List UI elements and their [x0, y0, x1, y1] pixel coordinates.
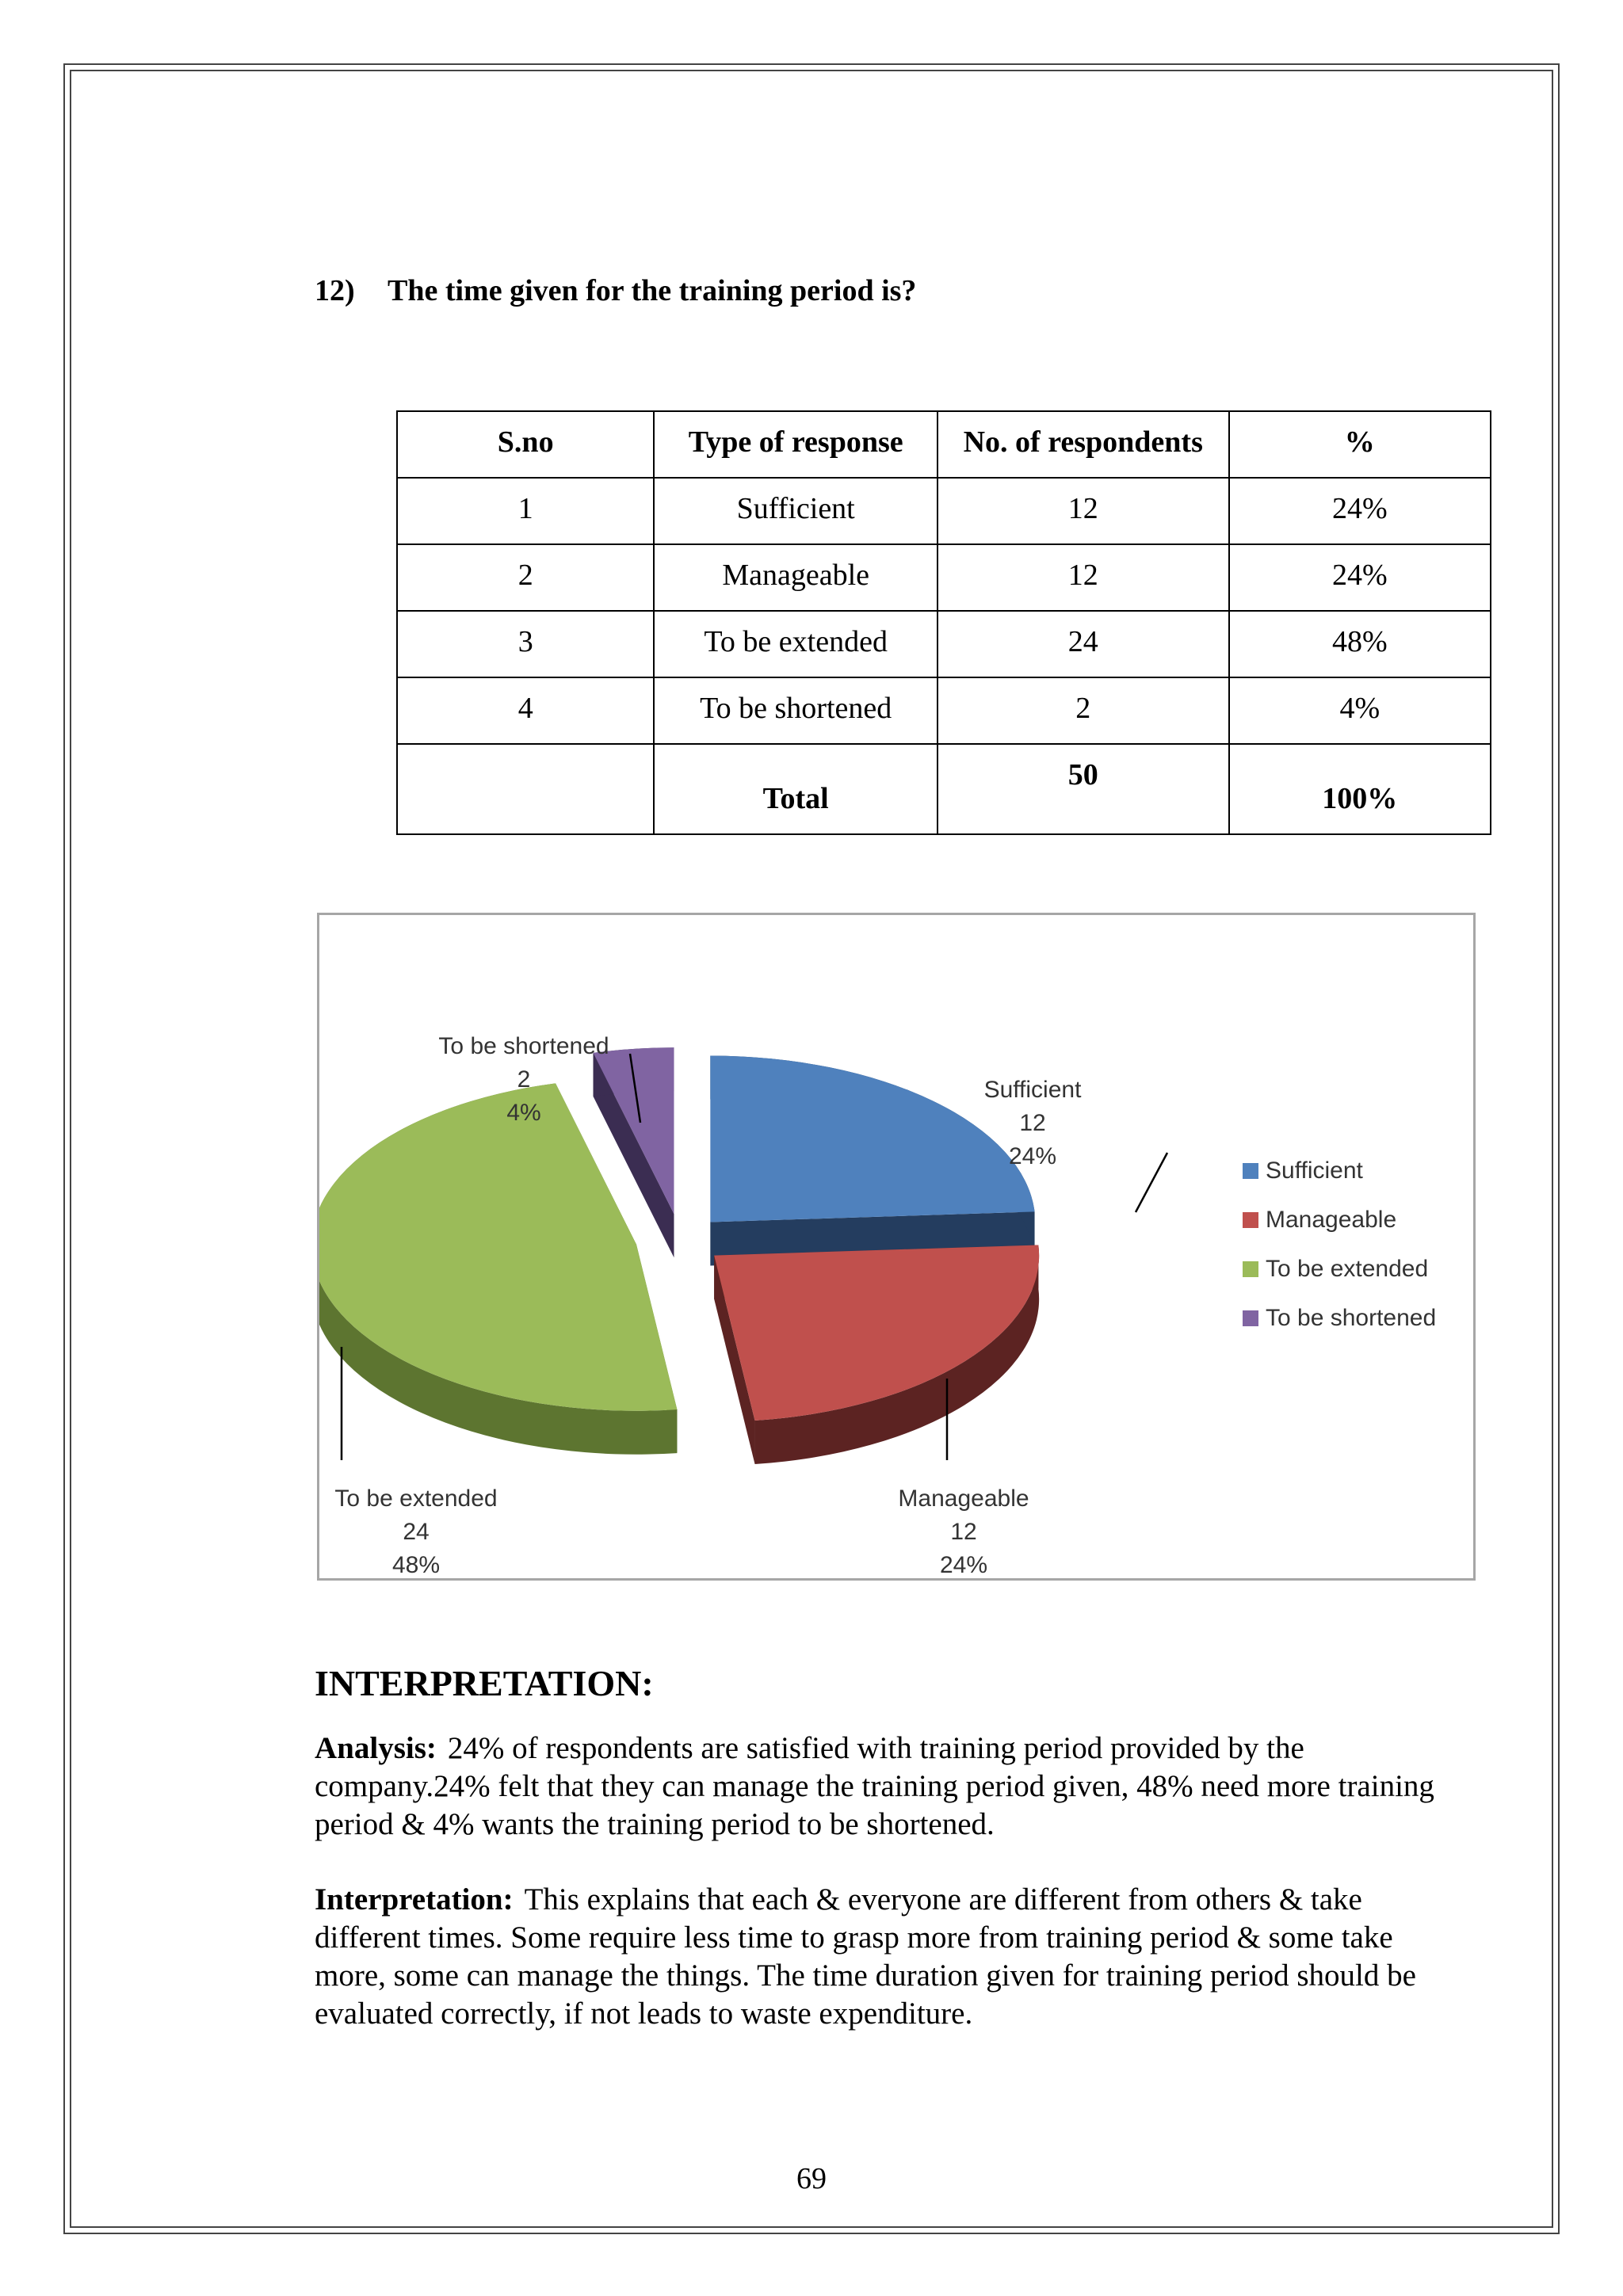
total-label: Total [762, 782, 829, 815]
total-percent: 100% [1322, 782, 1398, 815]
analysis-text: 24% of respondents are satisfied with training period provided by the company.24% felt that they can manage the training period given, 48% need more training period & 4% wants the training period to be shortened. [315, 1731, 1434, 1841]
interpretation-text: This explains that each & everyone are different from others & take different times. Some require less time to grasp more from training period & some take more, some can manage the things. The time duration given for training period should be evaluated correctly, if not leads to waste expenditure. [315, 1882, 1416, 2031]
table-row [397, 478, 1491, 544]
table-header-row [397, 411, 1491, 478]
data-label: 12 [1019, 1110, 1046, 1136]
interpretation-paragraph [315, 1881, 1472, 2033]
leader-line [1136, 1153, 1167, 1212]
data-label: 4% [506, 1100, 541, 1126]
interpretation-label: Interpretation: [315, 1882, 514, 1917]
cell-count: 24 [938, 611, 1229, 677]
table-row [397, 677, 1491, 744]
data-label: To be shortened [438, 1033, 609, 1059]
table-row [397, 611, 1491, 677]
legend-swatch [1243, 1310, 1258, 1326]
header-type: Type of response [654, 411, 938, 478]
data-label: 48% [391, 1552, 441, 1578]
pie-slice-manageable [714, 1245, 1039, 1421]
data-label: To be extended [334, 1486, 498, 1512]
page-number: 69 [796, 2162, 827, 2195]
question-text: The time given for the training period is? [388, 274, 917, 307]
table-total-row [397, 744, 1491, 834]
legend-entry: To be shortened [1266, 1305, 1437, 1331]
cell-count: 2 [938, 677, 1229, 744]
legend-swatch [1243, 1212, 1258, 1228]
cell-empty [397, 744, 654, 834]
cell-sno: 2 [397, 544, 654, 611]
header-percent: % [1229, 411, 1491, 478]
cell-count: 12 [938, 478, 1229, 544]
question-number: 12) [315, 274, 355, 307]
cell-percent: 24% [1229, 544, 1491, 611]
cell-type: To be shortened [654, 677, 938, 744]
cell-percent: 48% [1229, 611, 1491, 677]
analysis-label: Analysis: [315, 1731, 437, 1765]
header-count: No. of respondents [938, 411, 1229, 478]
cell-total-count: 50 [938, 744, 1229, 834]
data-label: Sufficient [983, 1077, 1082, 1103]
pie-chart [319, 915, 1473, 1578]
header-sno: S.no [397, 411, 654, 478]
table-row [397, 544, 1491, 611]
data-label: 12 [950, 1519, 977, 1545]
cell-total-label [654, 744, 938, 834]
cell-type: To be extended [654, 611, 938, 677]
legend-entry: Sufficient [1266, 1158, 1363, 1184]
pie-chart-frame [317, 913, 1476, 1581]
legend-swatch [1243, 1261, 1258, 1277]
cell-percent: 24% [1229, 478, 1491, 544]
cell-sno: 1 [397, 478, 654, 544]
data-label: 2 [517, 1066, 531, 1093]
cell-type: Sufficient [654, 478, 938, 544]
response-table [396, 410, 1491, 835]
cell-type: Manageable [654, 544, 938, 611]
data-label: 24% [1008, 1143, 1057, 1169]
legend-swatch [1243, 1163, 1258, 1179]
cell-sno: 3 [397, 611, 654, 677]
interpretation-title: INTERPRETATION: [315, 1663, 654, 1703]
cell-count: 12 [938, 544, 1229, 611]
cell-total-percent [1229, 744, 1491, 834]
data-label: 24 [403, 1519, 430, 1545]
legend-entry: Manageable [1266, 1207, 1397, 1233]
legend-entry: To be extended [1266, 1256, 1429, 1282]
cell-percent: 4% [1229, 677, 1491, 744]
data-label: Manageable [898, 1486, 1029, 1512]
question-heading [315, 273, 916, 308]
cell-sno: 4 [397, 677, 654, 744]
data-label: 24% [939, 1552, 988, 1578]
analysis-paragraph [315, 1730, 1472, 1844]
